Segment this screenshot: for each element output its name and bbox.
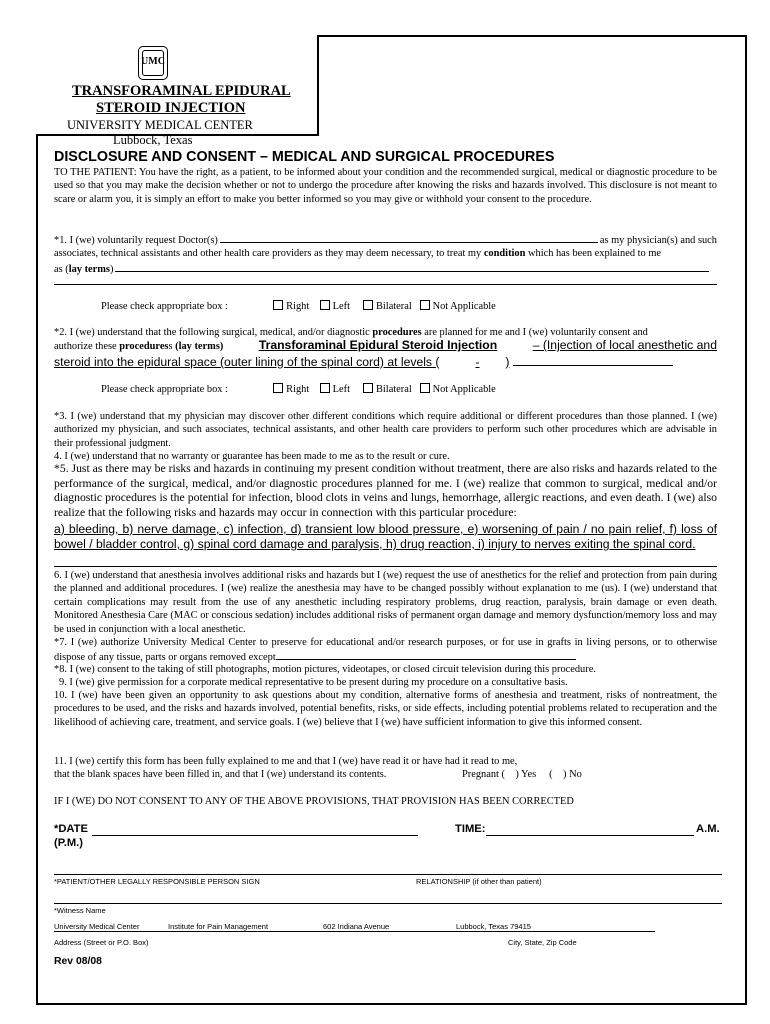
revision-label: Rev 08/08	[54, 956, 102, 967]
checkbox-label: Not Applicable	[432, 384, 496, 395]
checkbox-icon	[420, 300, 430, 310]
date-label: *DATE	[54, 823, 88, 835]
address-street: 602 Indiana Avenue	[323, 922, 390, 931]
item1-text-e: as (	[54, 263, 69, 275]
item2-text-a: *2. I (we) understand that the following surgical, medical, and/or diagnostic	[54, 327, 370, 338]
item1-lay-terms: lay terms	[68, 263, 110, 275]
checkbox-row-label: Please check appropriate box :	[101, 384, 228, 395]
witness-label: *Witness Name	[54, 906, 106, 915]
checkbox-label: Left	[332, 384, 350, 395]
item2-text-b: are planned for me and I (we) voluntarily consent and	[424, 327, 648, 338]
title-line1: TRANSFORAMINAL EPIDURAL	[72, 83, 291, 99]
procedure-desc-a: – (Injection of local anesthetic and	[532, 338, 717, 353]
item5-underline	[54, 566, 717, 567]
item7	[54, 636, 717, 665]
item5-risks: a) bleeding, b) nerve damage, c) infection, d) transient low blood pressure, e) worsening of pain / no pain relief, f) loss of bowel / bladder control, g) spinal cord damage and paralysis, h) drug reaction, i) injury to nerves exiting the spinal cord.	[54, 522, 717, 551]
address-label: Address (Street or P.O. Box)	[54, 938, 149, 947]
item2-lay-terms: (lay terms)	[175, 341, 224, 353]
item8: *8. I (we) consent to the taking of still photographs, motion pictures, videotapes, or closed circuit television during this procedure.	[54, 664, 596, 675]
checkbox-label: Right	[286, 384, 310, 395]
signature-field[interactable]	[54, 874, 722, 875]
time-field[interactable]	[486, 835, 694, 836]
umc-logo	[138, 46, 168, 80]
checkbox-label: Right	[286, 301, 310, 312]
main-heading: DISCLOSURE AND CONSENT – MEDICAL AND SURGICAL PROCEDURES	[54, 149, 555, 165]
item1-condition: condition	[483, 248, 526, 260]
am-label: A.M.	[696, 823, 720, 835]
pregnant-field[interactable]: Pregnant ( ) Yes ( ) No	[462, 769, 582, 780]
institution-name: UNIVERSITY MEDICAL CENTER	[67, 118, 253, 132]
checkbox-label: Bilateral	[375, 301, 412, 312]
item1-text-d: which has been explained to me	[528, 248, 662, 260]
item11-a: 11. I (we) certify this form has been fully explained to me and that I (we) have read it or have had it read to me,	[54, 756, 518, 767]
city-label: City, State, Zip Code	[508, 938, 577, 947]
address-city: Lubbock, Texas 79415	[456, 922, 531, 931]
checkbox-icon	[273, 383, 283, 393]
item1-text-a: *1. I (we) voluntarily request Doctor(s)	[54, 235, 218, 246]
checkbox-bilateral[interactable]	[363, 301, 412, 312]
item5: *5. Just as there may be risks and hazards in continuing my present condition without treatment, there are also risks and hazards related to the performance of the surgical, medical, and/or diagnostic procedures planned for me. I (we) realize that common to surgical, medical and/or diagnostic procedures is the potential for infection, blood clots in veins and lungs, hemorrhage, allergic reactions, and even death. I (we) also realize that the following risks and hazards may occur in connection with this particular procedure:	[54, 462, 717, 519]
item10: 10. I (we) have been given an opportunity to ask questions about my condition, alternative forms of anesthesia and treatment, risks of nontreatment, the procedures to be used, and the risks and hazards involved, potential benefits, risks, or side effects, including potential problems related to recuperation and the likelihood of achieving care, treatment, and service goals. I (we) believe that I (we) have sufficient information to give this informed consent.	[54, 690, 717, 728]
checkbox-icon	[363, 300, 373, 310]
checkbox-left[interactable]	[320, 301, 350, 312]
checkbox-left[interactable]	[320, 384, 350, 395]
checkbox-label: Bilateral	[375, 384, 412, 395]
item2-procedures-label: procedures	[119, 341, 169, 353]
address-institute: Institute for Pain Management	[168, 922, 269, 931]
checkbox-right[interactable]	[273, 301, 309, 312]
checkbox-label: Left	[332, 301, 350, 312]
institution-city: Lubbock, Texas	[113, 133, 193, 147]
levels-close: )	[505, 354, 510, 369]
logo-text: UMC	[141, 56, 165, 67]
checkbox-icon	[420, 383, 430, 393]
procedure-desc-b: steroid into the epidural space (outer lining of the spinal cord) at levels (	[54, 354, 440, 369]
item2-procedures: procedures	[372, 327, 422, 338]
checkbox-icon	[320, 383, 330, 393]
item1-text-b: as my physician(s) and such	[599, 235, 717, 246]
procedure-name: Transforaminal Epidural Steroid Injection	[258, 338, 498, 353]
date-field[interactable]	[92, 835, 418, 836]
item11-b: that the blank spaces have been filled in, and that I (we) understand its contents.	[54, 769, 387, 780]
levels-dash: -	[475, 354, 480, 369]
relationship-label: RELATIONSHIP (if other than patient)	[416, 877, 542, 886]
item2-text-c: authorize these	[54, 341, 117, 353]
pm-label: (P.M.)	[54, 837, 84, 849]
item1-extra-line	[54, 284, 717, 285]
item3: *3. I (we) understand that my physician may discover other different conditions which require additional or different procedures than those planned. I (we) authorized my physician, and such associates, technical assistants, and other health care providers to perform such other procedures which are advisable in their professional judgment.	[54, 411, 717, 449]
checkbox-icon	[273, 300, 283, 310]
checkbox-right[interactable]	[273, 384, 309, 395]
witness-field[interactable]	[54, 903, 722, 904]
item7-text: *7. I (we) authorize University Medical Center to preserve for educational and/or research purposes, or for use in grafts in living persons, or to otherwise dispose of any tissue, parts or organs removed except	[54, 637, 717, 664]
item9: 9. I (we) give permission for a corporate medical representative to be present during my procedure on a consultative basis.	[59, 677, 568, 688]
checkbox-row-1	[101, 300, 496, 312]
condition-lay-terms-field[interactable]	[115, 261, 709, 272]
item1	[54, 232, 717, 276]
doctor-name-field[interactable]	[220, 232, 598, 243]
except-field[interactable]	[276, 649, 576, 660]
checkbox-label: Not Applicable	[432, 301, 496, 312]
title-line2: STEROID INJECTION	[96, 100, 246, 116]
item1-text-f: )	[109, 263, 114, 275]
checkbox-not-applicable[interactable]	[420, 384, 496, 395]
checkbox-icon	[320, 300, 330, 310]
checkbox-row-2	[101, 383, 496, 395]
checkbox-bilateral[interactable]	[363, 384, 412, 395]
checkbox-row-label: Please check appropriate box :	[101, 301, 228, 312]
checkbox-not-applicable[interactable]	[420, 301, 496, 312]
levels-field[interactable]	[513, 354, 673, 366]
item2: *2. I (we) understand that the following surgical, medical, and/or diagnostic procedures are planned for me and I (we) voluntarily consent and authorize these proceduress (lay terms) Transforaminal Epidural Steroid Injection – (Injection of local anesthetic and steroid into the epidural space (outer lining of the spinal cord) at levels ( - )	[54, 327, 717, 369]
signature-label: *PATIENT/OTHER LEGALLY RESPONSIBLE PERSON SIGN	[54, 877, 260, 886]
item4: 4. I (we) understand that no warranty or guarantee has been made to me as to the result or cure.	[54, 451, 450, 462]
item1-text-c: associates, technical assistants and other health care providers as they may deem necessary, to treat my	[54, 248, 482, 260]
intro-paragraph: TO THE PATIENT: You have the right, as a patient, to be informed about your condition and the recommended surgical, medical or diagnostic procedure to be used so that you may make the decision whether or not to undergo the procedure after knowing the risks and hazards involved. This disclosure is not meant to scare or alarm you, it is simply an effort to make you better informed so you may give or withhold your consent to the procedure.	[54, 167, 717, 205]
item6: 6. I (we) understand that anesthesia involves additional risks and hazards but I (we) request the use of anesthetics for the relief and protection from pain during the planned and additional procedures. I (we) realize the anesthesia may have to be changed possibly without explanation to me (us). I (we) understand that certain complications may result from the use of any anesthetic including respiratory problems, drug reaction, paralysis, brain damage or even death. Monitored Anesthesia Care (MAC or conscious sedation) includes additional risks of permanent organ damage and memory dysfunction/memory loss and may be used in conjunction with a local anesthetic.	[54, 570, 717, 635]
checkbox-icon	[363, 383, 373, 393]
no-consent-statement: IF I (WE) DO NOT CONSENT TO ANY OF THE ABOVE PROVISIONS, THAT PROVISION HAS BEEN CORRECTED	[54, 796, 574, 807]
address-field	[54, 931, 655, 932]
address-name: University Medical Center	[54, 922, 140, 931]
time-label: TIME:	[455, 823, 486, 835]
